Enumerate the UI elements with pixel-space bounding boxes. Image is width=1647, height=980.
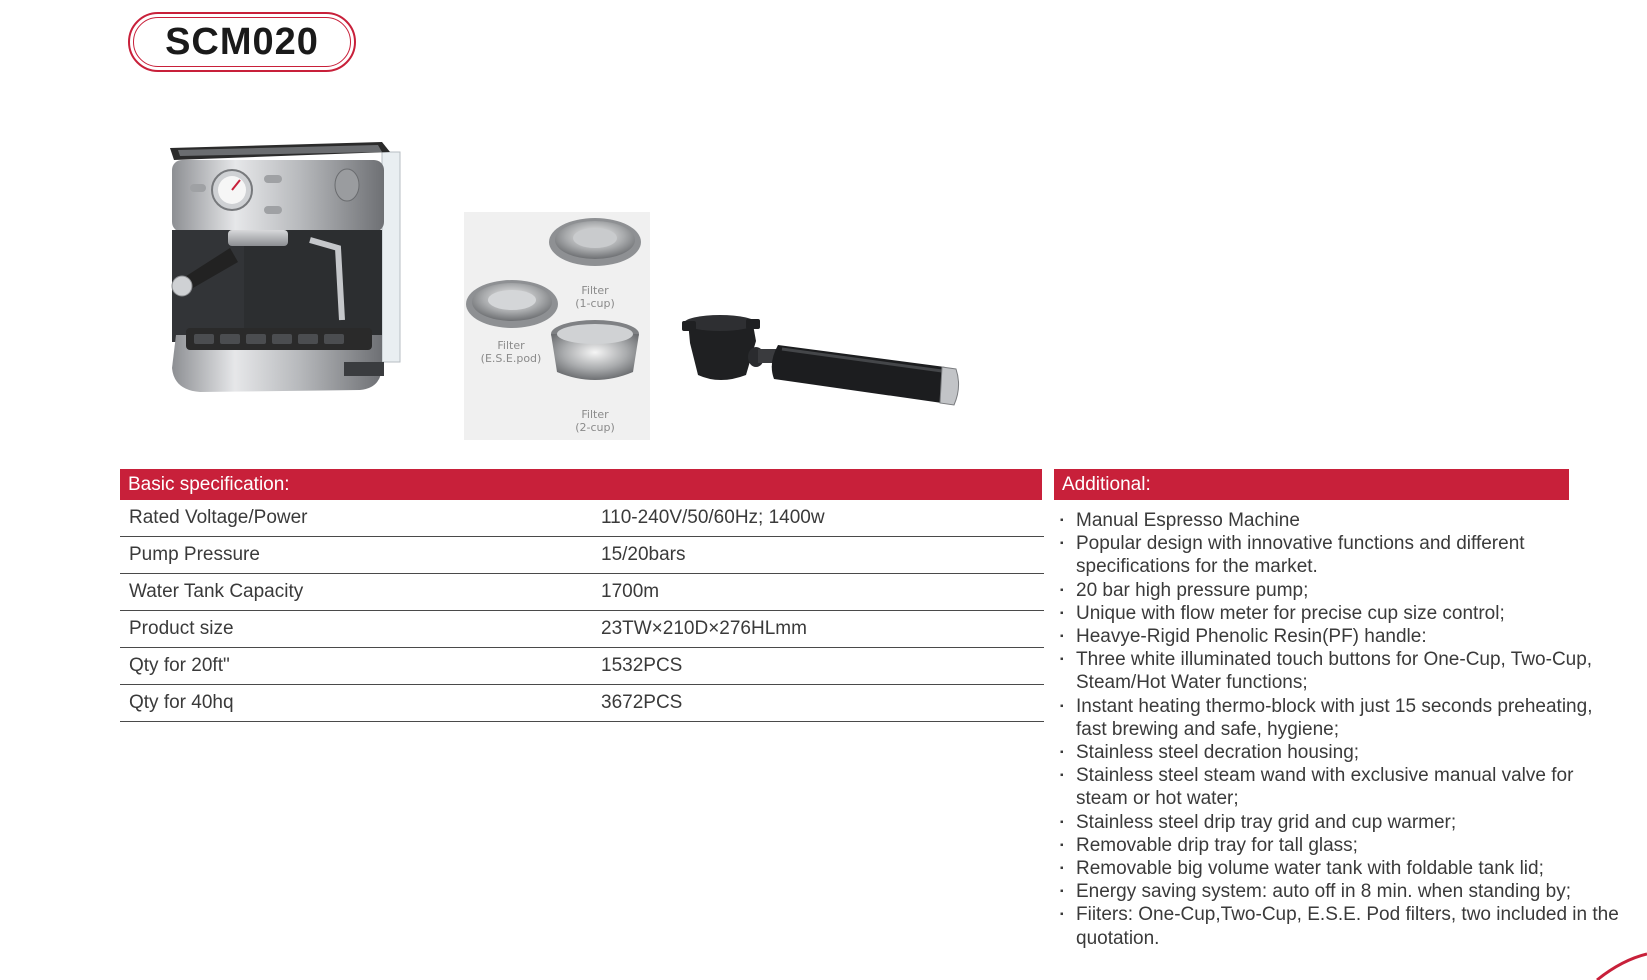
bullet-icon: ▪	[1060, 816, 1064, 828]
list-item: ▪ Removable big volume water tank with foldable tank lid;	[1060, 858, 1544, 880]
filter-1cup-label: Filter (1-cup)	[575, 284, 615, 310]
spec-value: 3672PCS	[601, 692, 683, 713]
spec-label: Qty for 20ft"	[129, 655, 230, 676]
bullet-icon: ▪	[1060, 839, 1064, 851]
bullet-icon: ▪	[1060, 584, 1064, 596]
espresso-machine-image	[160, 130, 420, 435]
spec-value: 23TW×210D×276HLmm	[601, 618, 807, 639]
list-item: ▪ Manual Espresso Machine	[1060, 510, 1300, 531]
table-row	[120, 648, 1044, 685]
spec-table	[120, 500, 1044, 722]
spec-value: 110-240V/50/60Hz; 1400w	[601, 507, 825, 528]
list-item: ▪ Popular design with innovative functions and different specifications for the market.	[1060, 533, 1525, 578]
list-item: ▪ Stainless steel drip tray grid and cup warmer;	[1060, 811, 1457, 833]
list-item: ▪ Instant heating thermo-block with just 15 seconds preheating, fast brewing and safe, hygiene;	[1060, 695, 1593, 740]
basic-spec-header: Basic specification:	[120, 469, 1042, 500]
list-item: ▪ Removable drip tray for tall glass;	[1060, 834, 1358, 856]
spec-label: Pump Pressure	[129, 544, 260, 565]
table-row	[120, 685, 1044, 722]
model-title: SCM020	[165, 20, 319, 63]
list-item: ▪ Heavye-Rigid Phenolic Resin(PF) handle:	[1060, 626, 1427, 648]
bullet-icon: ▪	[1060, 607, 1064, 619]
bullet-icon: ▪	[1060, 747, 1064, 759]
filter-ese-label: Filter (E.S.E.pod)	[480, 339, 542, 365]
spec-value: 1700m	[601, 581, 660, 602]
bullet-icon: ▪	[1060, 654, 1064, 666]
list-item: ▪ Fiiters: One-Cup,Two-Cup, E.S.E. Pod filters, two included in the quotation.	[1060, 904, 1619, 949]
filters-image	[464, 212, 650, 440]
bullet-icon: ▪	[1060, 863, 1064, 875]
spec-label: Water Tank Capacity	[129, 581, 304, 602]
model-badge	[128, 12, 356, 72]
bullet-icon: ▪	[1060, 770, 1064, 782]
spec-value: 15/20bars	[601, 544, 686, 565]
list-item: ▪ Three white illuminated touch buttons for One-Cup, Two-Cup, Steam/Hot Water functions;	[1060, 649, 1593, 694]
table-row	[120, 537, 1044, 574]
list-item: ▪ 20 bar high pressure pump;	[1060, 579, 1309, 601]
bullet-icon: ▪	[1060, 538, 1064, 550]
table-row	[120, 611, 1044, 648]
list-item: ▪ Energy saving system: auto off in 8 min. when standing by;	[1060, 881, 1571, 903]
additional-header: Additional:	[1054, 469, 1569, 500]
bullet-icon: ▪	[1060, 909, 1064, 921]
bullet-icon: ▪	[1060, 700, 1064, 712]
spec-value: 1532PCS	[601, 655, 683, 676]
table-row	[120, 574, 1044, 611]
portafilter-image	[680, 315, 965, 430]
bullet-icon: ▪	[1060, 515, 1064, 526]
spec-label: Rated Voltage/Power	[129, 507, 308, 528]
list-item: ▪ Unique with flow meter for precise cup size control;	[1060, 602, 1505, 624]
spec-label: Qty for 40hq	[129, 692, 234, 713]
list-item: ▪ Stainless steel decration housing;	[1060, 742, 1360, 764]
table-row	[120, 500, 1044, 537]
filter-2cup-label: Filter (2-cup)	[575, 408, 615, 434]
spec-label: Product size	[129, 618, 234, 639]
list-item: ▪ Stainless steel steam wand with exclusive manual valve for steam or hot water;	[1060, 765, 1574, 810]
features-list	[1060, 509, 1620, 950]
bullet-icon: ▪	[1060, 631, 1064, 643]
bullet-icon: ▪	[1060, 886, 1064, 898]
corner-decoration	[1587, 950, 1647, 980]
